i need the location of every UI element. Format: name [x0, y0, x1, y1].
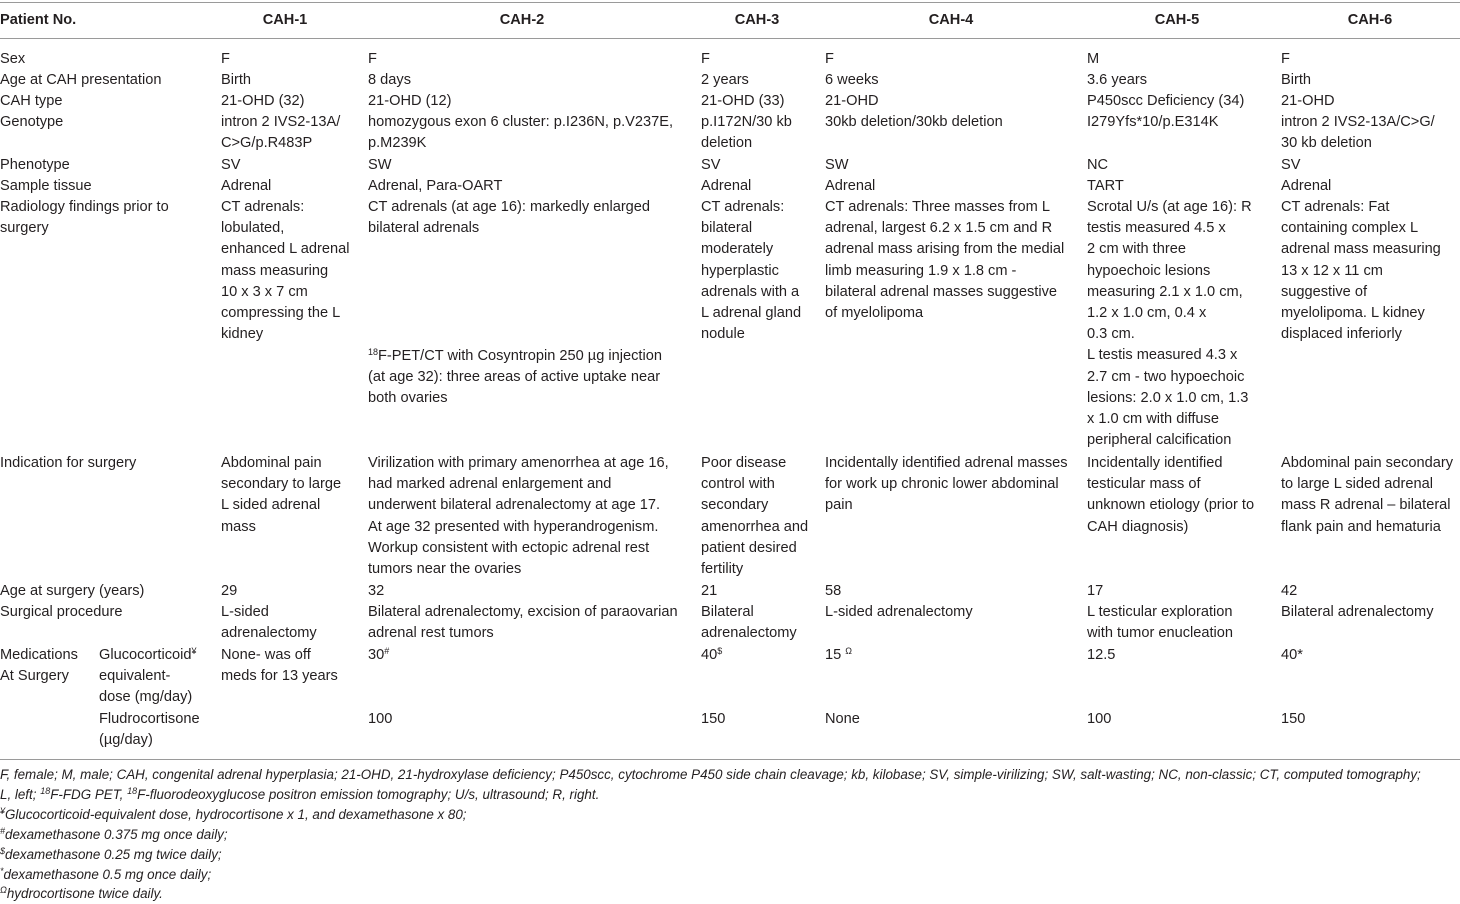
cah1-indication: Abdominal pain secondary to large L sided adrenal mass — [221, 455, 342, 535]
cah3-cah-type: 21-OHD (33) — [701, 93, 785, 109]
cah1-sample-tissue: Adrenal — [221, 178, 272, 194]
cah2-glucocorticoid-value: 30 — [368, 647, 385, 663]
cah3-phenotype: SV — [701, 157, 721, 173]
glucocorticoid-label-text: Glucocorticoid — [99, 647, 192, 663]
cah2-sex: F — [368, 51, 377, 67]
cah1-sex: F — [221, 51, 230, 67]
footnote-abbrev2-b: F-FDG PET, — [50, 787, 128, 802]
footnote-hash-mark: # — [0, 826, 6, 836]
footnote-star — [0, 865, 1460, 885]
table-bottom-rule — [0, 759, 1460, 760]
cah2-radiology-pet — [368, 346, 662, 410]
header-cah-2: CAH-2 — [499, 12, 545, 28]
cah5-sample-tissue: TART — [1087, 178, 1124, 194]
header-cah-1: CAH-1 — [262, 12, 308, 28]
row-label-sample-tissue: Sample tissue — [0, 178, 92, 194]
header-patient-no: Patient No. — [0, 12, 77, 28]
cah2-phenotype: SW — [368, 157, 392, 173]
cah4-fludrocortisone: None — [825, 711, 860, 727]
cah4-age-presentation: 6 weeks — [825, 72, 879, 88]
row-sublabel-glucocorticoid — [99, 645, 196, 709]
footnote-abbreviations-1: F, female; M, male; CAH, congenital adrenal hyperplasia; 21-OHD, 21-hydroxylase deficiency; P450scc, cytochrome P450 side chain cleavage; kb, kilobase; SV, simple-virilizing; SW, salt-wasting; NC, non-classic; CT, computed tomography; — [0, 767, 1421, 782]
cah4-cah-type: 21-OHD — [825, 93, 879, 109]
cah2-radiology-pet-text: F-PET/CT with Cosyntropin 250 µg injection (at age 32): three areas of active uptake near both ovaries — [368, 348, 662, 407]
footnote-omega — [0, 884, 1460, 904]
cah3-genotype: p.I172N/30 kb deletion — [701, 114, 792, 152]
cah5-glucocorticoid: 12.5 — [1087, 647, 1116, 663]
cah4-sex: F — [825, 51, 834, 67]
isotope-superscript: 18 — [368, 347, 379, 357]
cah6-sex: F — [1281, 51, 1290, 67]
cah6-cah-type: 21-OHD — [1281, 93, 1335, 109]
cah6-glucocorticoid: 40* — [1281, 647, 1303, 663]
header-cah-5: CAH-5 — [1154, 12, 1200, 28]
cah2-age-presentation: 8 days — [368, 72, 411, 88]
cah5-age-presentation: 3.6 years — [1087, 72, 1148, 88]
cah4-age-surgery: 58 — [825, 583, 842, 599]
footnote-abbrev2-sup2: 18 — [127, 786, 138, 796]
cah4-sample-tissue: Adrenal — [825, 178, 876, 194]
footnote-yen-text: Glucocorticoid-equivalent dose, hydrocortisone x 1, and dexamethasone x 80; — [5, 807, 467, 822]
cah4-glucocorticoid — [825, 645, 852, 666]
cah3-radiology: CT adrenals: bilateral moderately hyperplastic adrenals with a L adrenal gland nodule — [701, 199, 802, 343]
footnote-omega-text: hydrocortisone twice daily. — [6, 886, 163, 901]
cah6-sample-tissue: Adrenal — [1281, 178, 1332, 194]
cah1-age-surgery: 29 — [221, 583, 238, 599]
cah6-radiology: CT adrenals: Fat containing complex L adrenal mass measuring 13 x 12 x 11 cm suggestive of myelolipoma. L kidney displaced inferiorly — [1281, 199, 1441, 343]
cah1-procedure: L-sided adrenalectomy — [221, 604, 317, 642]
cah2-fludrocortisone: 100 — [368, 711, 393, 727]
row-label-indication: Indication for surgery — [0, 455, 137, 471]
cah2-cah-type: 21-OHD (12) — [368, 93, 452, 109]
cah3-age-surgery: 21 — [701, 583, 718, 599]
footnote-abbrev2-c: F-fluorodeoxyglucose positron emission tomography; U/s, ultrasound; R, right. — [137, 787, 600, 802]
cah2-indication: Virilization with primary amenorrhea at age 16, had marked adrenal enlargement and underwent bilateral adrenalectomy at age 17. At age 32 presented with hyperandrogenism. Workup consistent with ectopic adrenal rest tumors near the ovaries — [368, 455, 669, 578]
cah6-genotype: intron 2 IVS2-13A/C>G/ 30 kb deletion — [1281, 114, 1435, 152]
footnote-yen — [0, 805, 1460, 825]
dollar-footnote-mark: $ — [717, 646, 723, 656]
footnote-star-mark: * — [0, 866, 4, 876]
cah2-sample-tissue: Adrenal, Para-OART — [368, 178, 503, 194]
cah5-genotype: I279Yfs*10/p.E314K — [1087, 114, 1219, 130]
cah3-procedure: Bilateral adrenalectomy — [701, 604, 797, 642]
header-cah-3: CAH-3 — [734, 12, 780, 28]
cah2-genotype: homozygous exon 6 cluster: p.I236N, p.V237E, p.M239K — [368, 114, 674, 152]
cah3-glucocorticoid-value: 40 — [701, 647, 718, 663]
cah5-cah-type: P450scc Deficiency (34) — [1087, 93, 1245, 109]
cah3-sample-tissue: Adrenal — [701, 178, 752, 194]
cah5-procedure: L testicular exploration with tumor enucleation — [1087, 604, 1234, 642]
footnote-omega-mark: Ω — [0, 885, 7, 895]
cah5-radiology: Scrotal U/s (at age 16): R testis measured 4.5 x 2 cm with three hypoechoic lesions measuring 2.1 x 1.0 cm, 1.2 x 1.0 cm, 0.4 x 0.3 cm. L testis measured 4.3 x 2.7 cm - two hypoechoic lesions: 2.0 x 1.0 cm, 1.3 x 1.0 cm with diffuse peripheral calcification — [1087, 199, 1252, 449]
cah6-indication: Abdominal pain secondary to large L sided adrenal mass R adrenal – bilateral flank pain and hematuria — [1281, 455, 1453, 535]
cah6-age-presentation: Birth — [1281, 72, 1312, 88]
footnote-abbreviations-2 — [0, 785, 1460, 805]
cah2-radiology: CT adrenals (at age 16): markedly enlarged bilateral adrenals — [368, 199, 651, 237]
table-header-rule — [0, 38, 1460, 39]
cah5-sex: M — [1087, 51, 1100, 67]
cah2-glucocorticoid — [368, 645, 389, 666]
cah3-indication: Poor disease control with secondary amenorrhea and patient desired fertility — [701, 455, 809, 578]
cah4-indication: Incidentally identified adrenal masses for work up chronic lower abdominal pain — [825, 455, 1068, 514]
header-cah-6: CAH-6 — [1347, 12, 1393, 28]
footnote-yen-mark: ¥ — [0, 806, 6, 816]
cah6-age-surgery: 42 — [1281, 583, 1298, 599]
cah5-phenotype: NC — [1087, 157, 1109, 173]
row-label-procedure: Surgical procedure — [0, 604, 123, 620]
footnote-dollar-text: dexamethasone 0.25 mg twice daily; — [5, 847, 222, 862]
cah3-fludrocortisone: 150 — [701, 711, 726, 727]
cah1-genotype: intron 2 IVS2-13A/ C>G/p.R483P — [221, 114, 341, 152]
cah5-fludrocortisone: 100 — [1087, 711, 1112, 727]
row-label-phenotype: Phenotype — [0, 157, 70, 173]
row-label-age-presentation: Age at CAH presentation — [0, 72, 162, 88]
footnote-abbrev2-a: L, left; — [0, 787, 41, 802]
row-label-medications: Medications At Surgery — [0, 647, 78, 685]
cah4-genotype: 30kb deletion/30kb deletion — [825, 114, 1003, 130]
row-label-radiology: Radiology findings prior to surgery — [0, 199, 169, 237]
cah2-procedure: Bilateral adrenalectomy, excision of paraovarian adrenal rest tumors — [368, 604, 678, 642]
glucocorticoid-label-rest: equivalent- dose (mg/day) — [99, 668, 193, 706]
cah6-procedure: Bilateral adrenalectomy — [1281, 604, 1434, 620]
cah4-phenotype: SW — [825, 157, 849, 173]
cah4-procedure: L-sided adrenalectomy — [825, 604, 973, 620]
cah1-age-presentation: Birth — [221, 72, 252, 88]
cah4-glucocorticoid-value: 15 — [825, 647, 846, 663]
cah1-glucocorticoid: None- was off meds for 13 years — [221, 647, 338, 685]
hash-footnote-mark: # — [384, 646, 390, 656]
footnote-dollar — [0, 845, 1460, 865]
table-top-rule — [0, 2, 1460, 3]
row-label-sex: Sex — [0, 51, 26, 67]
yen-footnote-mark: ¥ — [191, 646, 197, 656]
cah3-age-presentation: 2 years — [701, 72, 749, 88]
cah6-phenotype: SV — [1281, 157, 1301, 173]
cah4-radiology: CT adrenals: Three masses from L adrenal, largest 6.2 x 1.5 cm and R adrenal mass arising from the medial limb measuring 1.9 x 1.8 cm - bilateral adrenal masses suggestive of myelolipoma — [825, 199, 1065, 322]
row-label-age-surgery: Age at surgery (years) — [0, 583, 145, 599]
cah5-indication: Incidentally identified testicular mass of unknown etiology (prior to CAH diagnosis) — [1087, 455, 1255, 535]
cah2-age-surgery: 32 — [368, 583, 385, 599]
omega-footnote-mark: Ω — [845, 646, 853, 656]
footnote-star-text: dexamethasone 0.5 mg once daily; — [3, 867, 212, 882]
header-cah-4: CAH-4 — [928, 12, 974, 28]
row-sublabel-fludrocortisone: Fludrocortisone (µg/day) — [99, 711, 200, 749]
cah3-glucocorticoid — [701, 645, 722, 666]
cah1-radiology: CT adrenals: lobulated, enhanced L adrenal mass measuring 10 x 3 x 7 cm compressing the L kidney — [221, 199, 350, 343]
footnote-hash-text: dexamethasone 0.375 mg once daily; — [5, 827, 228, 842]
footnote-hash — [0, 825, 1460, 845]
footnote-dollar-mark: $ — [0, 846, 6, 856]
cah3-sex: F — [701, 51, 710, 67]
cah6-fludrocortisone: 150 — [1281, 711, 1306, 727]
row-label-cah-type: CAH type — [0, 93, 63, 109]
row-label-genotype: Genotype — [0, 114, 64, 130]
footnote-abbrev2-sup1: 18 — [40, 786, 51, 796]
cah1-phenotype: SV — [221, 157, 241, 173]
cah1-cah-type: 21-OHD (32) — [221, 93, 305, 109]
cah5-age-surgery: 17 — [1087, 583, 1104, 599]
